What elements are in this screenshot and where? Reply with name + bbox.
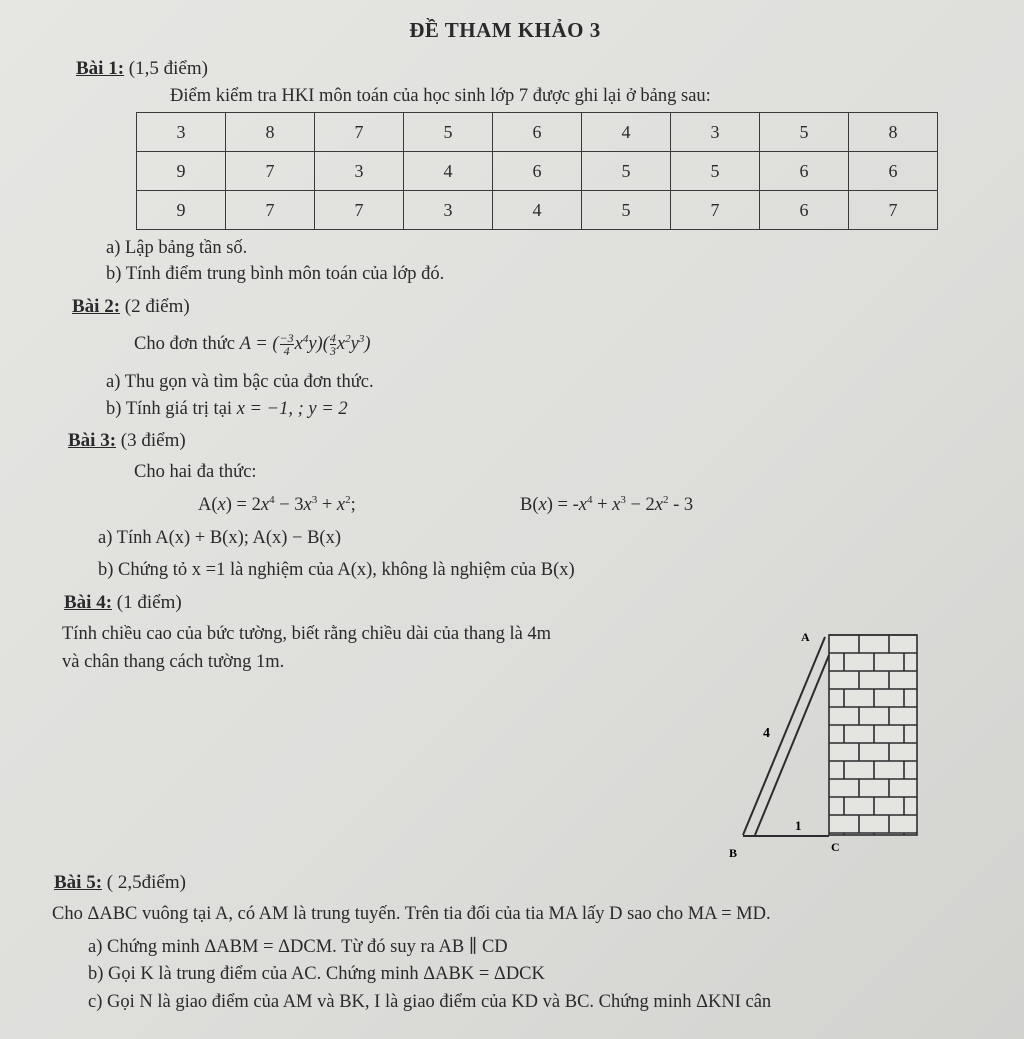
table-cell: 5 <box>582 191 671 230</box>
bai1-intro: Điểm kiểm tra HKI môn toán của học sinh lớp 7 được ghi lại ở bảng sau: <box>170 86 711 106</box>
table-cell: 8 <box>226 113 315 152</box>
table-cell: 3 <box>315 152 404 191</box>
table-cell: 7 <box>671 191 760 230</box>
table-cell: 3 <box>671 113 760 152</box>
table-cell: 4 <box>582 113 671 152</box>
polynomial-a: $A(x) = 2x^4 - 3x^3 + x^2$; <box>198 494 356 516</box>
bai2-heading <box>72 296 190 318</box>
bai1-question-b: b) Tính điểm trung bình môn toán của lớp đó. <box>106 264 445 284</box>
bai1-label: Bài 1: <box>76 58 125 79</box>
bai3-question-a: a) Tính A(x) + B(x); A(x) − B(x) <box>98 528 342 548</box>
bai1-question-a: a) Lập bảng tần số. <box>106 238 248 258</box>
bai1-points: (1,5 điểm) <box>128 58 208 79</box>
table-row <box>137 152 938 191</box>
bai4-label: Bài 4: <box>64 592 113 613</box>
table-cell: 5 <box>760 113 849 152</box>
table-cell: 6 <box>493 152 582 191</box>
bai5-question-c: c) Gọi N là giao điểm của AM và BK, I là giao điểm của KD và BC. Chứng minh ΔKNI cân <box>88 992 772 1012</box>
bai3-heading <box>68 430 186 452</box>
table-cell: 6 <box>760 191 849 230</box>
point-a-label: A <box>801 630 810 644</box>
bai3-question-b: b) Chứng tỏ x =1 là nghiệm của A(x), không là nghiệm của B(x) <box>98 560 575 580</box>
table-cell: 5 <box>582 152 671 191</box>
bai5-question-b: b) Gọi K là trung điểm của AC. Chứng minh ΔABK = ΔDCK <box>88 964 545 984</box>
point-c-label: C <box>831 840 840 854</box>
bai2-label: Bài 2: <box>72 296 121 317</box>
bai5-question-a: a) Chứng minh ΔABM = ΔDCM. Từ đó suy ra AB ∥ CD <box>88 937 508 957</box>
bai4-points: (1 điểm) <box>116 592 182 613</box>
bai5-heading <box>54 872 186 894</box>
bai4-line1: Tính chiều cao của bức tường, biết rằng chiều dài của thang là 4m <box>62 624 552 644</box>
table-cell: 7 <box>226 152 315 191</box>
bai3-points: (3 điểm) <box>120 430 186 451</box>
bai2-monomial <box>134 332 371 357</box>
bai3-label: Bài 3: <box>68 430 117 451</box>
bai2-b-values: x = −1, ; y = 2 <box>236 399 348 419</box>
table-cell: 7 <box>226 191 315 230</box>
ladder-length-label: 4 <box>763 726 770 741</box>
bai1-heading <box>76 58 208 80</box>
bai2-question-b <box>106 399 348 420</box>
bai5-intro: Cho ΔABC vuông tại A, có AM là trung tuyến. Trên tia đối của tia MA lấy D sao cho MA = MD. <box>52 904 771 924</box>
table-cell: 7 <box>849 191 938 230</box>
table-cell: 5 <box>404 113 493 152</box>
table-cell: 3 <box>404 191 493 230</box>
polynomial-b: $B(x) = -x^4 + x^3 - 2x^2 - 3$ <box>520 494 694 516</box>
bai5-label: Bài 5: <box>54 872 103 893</box>
point-b-label: B <box>729 846 738 860</box>
brick-wall <box>829 635 917 835</box>
bai3-intro: Cho hai đa thức: <box>134 462 257 482</box>
table-cell: 3 <box>137 113 226 152</box>
bai5-points: ( 2,5điểm) <box>106 872 186 893</box>
bai4-heading <box>64 592 182 614</box>
table-row <box>137 113 938 152</box>
base-length-label: 1 <box>795 818 802 833</box>
bai4-line2: và chân thang cách tường 1m. <box>62 652 285 672</box>
page-title: ĐỀ THAM KHẢO 3 <box>409 18 601 42</box>
ladder <box>743 637 829 835</box>
bai2-b-text: b) Tính giá trị tại <box>106 399 233 419</box>
table-cell: 6 <box>760 152 849 191</box>
table-cell: 4 <box>493 191 582 230</box>
table-cell: 9 <box>137 191 226 230</box>
table-cell: 6 <box>849 152 938 191</box>
table-cell: 7 <box>315 191 404 230</box>
table-row <box>137 191 938 230</box>
table-cell: 8 <box>849 113 938 152</box>
score-table <box>136 112 938 230</box>
bai2-intro: Cho đơn thức <box>134 333 236 354</box>
table-cell: 7 <box>315 113 404 152</box>
bai2-question-a: a) Thu gọn và tìm bậc của đơn thức. <box>106 372 374 392</box>
table-cell: 4 <box>404 152 493 191</box>
monomial-expression: A = ( $\frac{-3}{4}$ $x^4y$)( $\frac{4}{3}$ $x^2y^3$) <box>239 331 371 358</box>
bai2-points: (2 điểm) <box>124 296 190 317</box>
table-cell: 5 <box>671 152 760 191</box>
ladder-wall-figure <box>725 625 925 860</box>
table-cell: 9 <box>137 152 226 191</box>
table-cell: 6 <box>493 113 582 152</box>
